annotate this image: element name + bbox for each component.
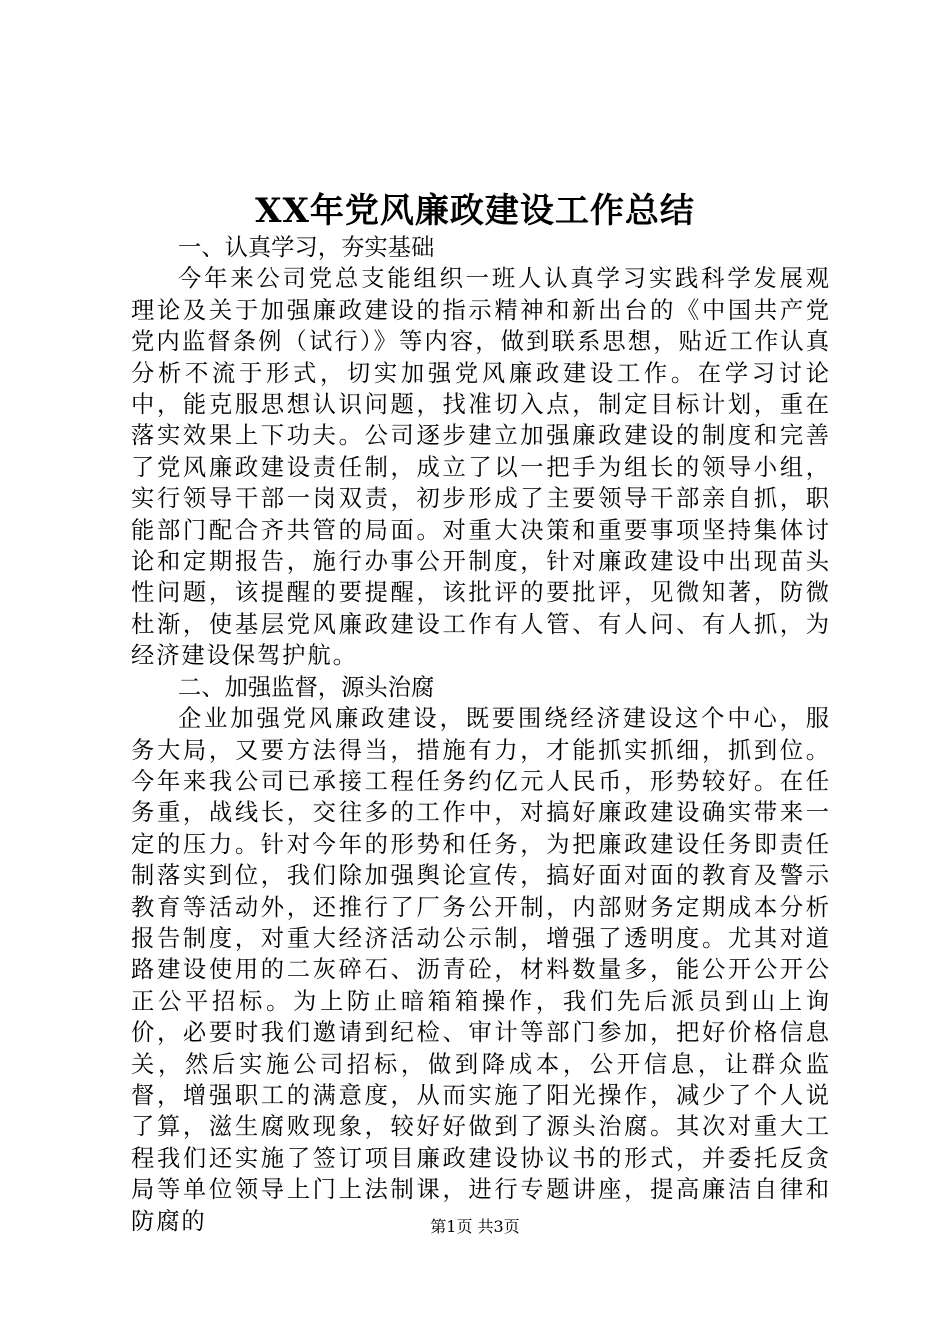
section-paragraph-2: 企业加强党风廉政建设，既要围绕经济建设这个中心，服务大局，又要方法得当，措施有力，才能抓实抓细，抓到位。今年来我公司已承接工程任务约亿元人民币，形势较好。在任务重，战线长，交往多的工作中，对搞好廉政建设确实带来一定的压力。针对今年的形势和任务，为把廉政建设任务即责任制落实到位，我们除加强舆论宣传，搞好面对面的教育及警示教育等活动外，还推行了厂务公开制，内部财务定期成本分析报告制度，对重大经济活动公示制，增强了透明度。尤其对道路建设使用的二灰碎石、沥青砼，材料数量多，能公开公开公正公平招标。为上防止暗箱箱操作，我们先后派员到山上询价，必要时我们邀请到纪检、审计等部门参加，把好价格信息关，然后实施公司招标，做到降成本，公开信息，让群众监督，增强职工的满意度，从而实施了阳光操作，减少了个人说了算，滋生腐败现象，较好好做到了源头治腐。其次对重大工程我们还实施了签订项目廉政建设协议书的形式，并委托反贪局等单位领导上门上法制课，进行专题讲座，提高廉洁自律和防腐的	[131, 705, 831, 1235]
section-paragraph-1: 今年来公司党总支能组织一班人认真学习实践科学发展观理论及关于加强廉政建设的指示精神和新出台的《中国共产党党内监督条例（试行）》等内容，做到联系思想，贴近工作认真分析不流于形式，切实加强党风廉政建设工作。在学习讨论中，能克服思想认识问题，找准切入点，制定目标计划，重在落实效果上下功夫。公司逐步建立加强廉政建设的制度和完善了党风廉政建设责任制，成立了以一把手为组长的领导小组，实行领导干部一岗双责，初步形成了主要领导干部亲自抓，职能部门配合齐共管的局面。对重大决策和重要事项坚持集体讨论和定期报告，施行办事公开制度，针对廉政建设中出现苗头性问题，该提醒的要提醒，该批评的要批评，见微知著，防微杜渐，使基层党风廉政建设工作有人管、有人问、有人抓，为经济建设保驾护航。	[131, 265, 831, 670]
document-body	[131, 232, 831, 1237]
section-heading-1: 一、认真学习，夯实基础	[178, 234, 435, 261]
document-title: XX年党风廉政建设工作总结	[255, 191, 695, 231]
section-heading-2: 二、加强监督，源头治腐	[178, 673, 435, 701]
page-number-footer: 第1页 共3页	[430, 1217, 520, 1236]
